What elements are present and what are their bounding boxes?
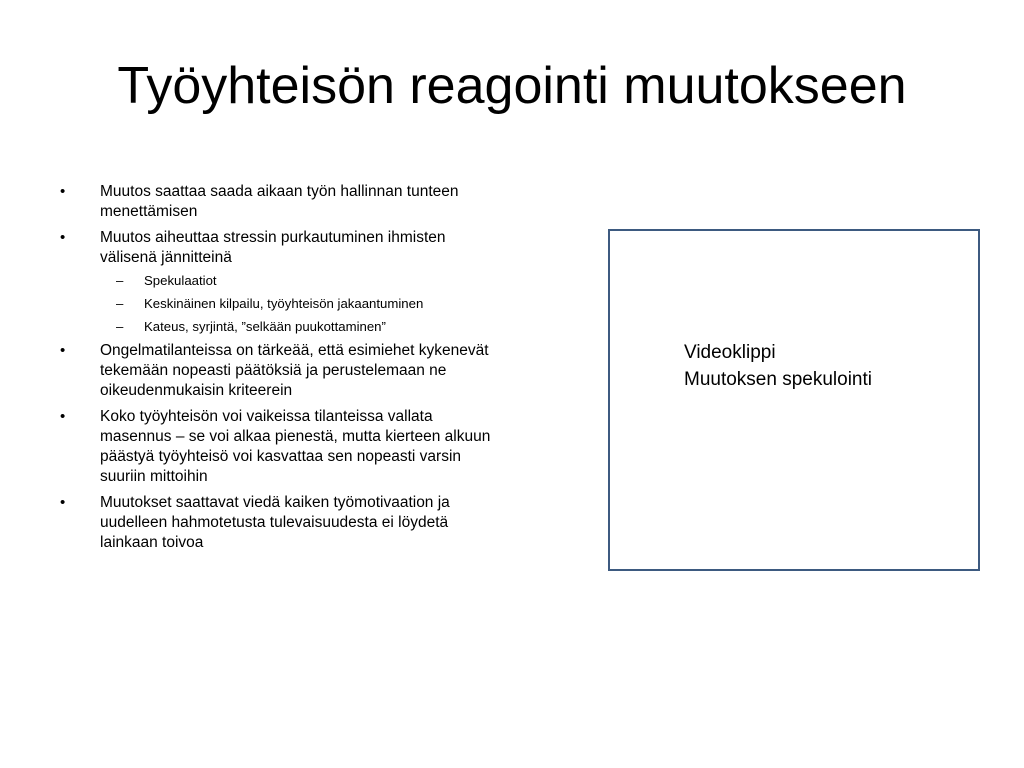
bullet-item	[56, 407, 496, 487]
bullet-text: Koko työyhteisön voi vaikeissa tilanteissa vallata masennus – se voi alkaa pienestä, mutta kierteen alkuun päästyä työyhteisö voi kasvattaa sen nopeasti varsin suuriin mittoihin	[100, 408, 491, 485]
video-caption	[684, 339, 872, 393]
bullet-list	[56, 182, 496, 553]
bullet-item	[56, 493, 496, 553]
sub-bullet-list	[100, 272, 496, 335]
bullet-icon: •	[60, 494, 66, 511]
bullet-icon: •	[60, 342, 66, 359]
sub-bullet-item	[100, 272, 496, 289]
bullet-text: Muutos saattaa saada aikaan työn hallinnan tunteen menettämisen	[100, 183, 459, 220]
sub-bullet-text: Keskinäinen kilpailu, työyhteisön jakaantuminen	[144, 296, 424, 311]
dash-icon: –	[116, 296, 124, 311]
sub-bullet-text: Spekulaatiot	[144, 273, 217, 288]
video-caption-subtitle: Muutoksen spekulointi	[684, 369, 872, 390]
video-caption-title: Videoklippi	[684, 342, 776, 363]
bullet-item	[56, 341, 496, 401]
bullet-icon: •	[60, 183, 66, 200]
bullet-list-container	[56, 182, 496, 559]
bullet-text: Muutokset saattavat viedä kaiken työmotivaation ja uudelleen hahmotetusta tulevaisuudesta ei löydetä lainkaan toivoa	[100, 494, 450, 551]
bullet-icon: •	[60, 408, 66, 425]
sub-bullet-item	[100, 318, 496, 335]
dash-icon: –	[116, 319, 124, 334]
sub-bullet-item	[100, 295, 496, 312]
dash-icon: –	[116, 273, 124, 288]
sub-bullet-text: Kateus, syrjintä, ”selkään puukottaminen”	[144, 319, 386, 334]
bullet-item	[56, 182, 496, 222]
video-placeholder-box[interactable]	[608, 229, 980, 571]
bullet-text: Muutos aiheuttaa stressin purkautuminen ihmisten välisenä jännitteinä	[100, 229, 446, 266]
bullet-icon: •	[60, 229, 66, 246]
slide-title: Työyhteisön reagointi muutokseen	[117, 57, 907, 115]
bullet-item	[56, 228, 496, 335]
bullet-text: Ongelmatilanteissa on tärkeää, että esimiehet kykenevät tekemään nopeasti päätöksiä ja perustelemaan ne oikeudenmukaisin kriteerein	[100, 342, 489, 399]
